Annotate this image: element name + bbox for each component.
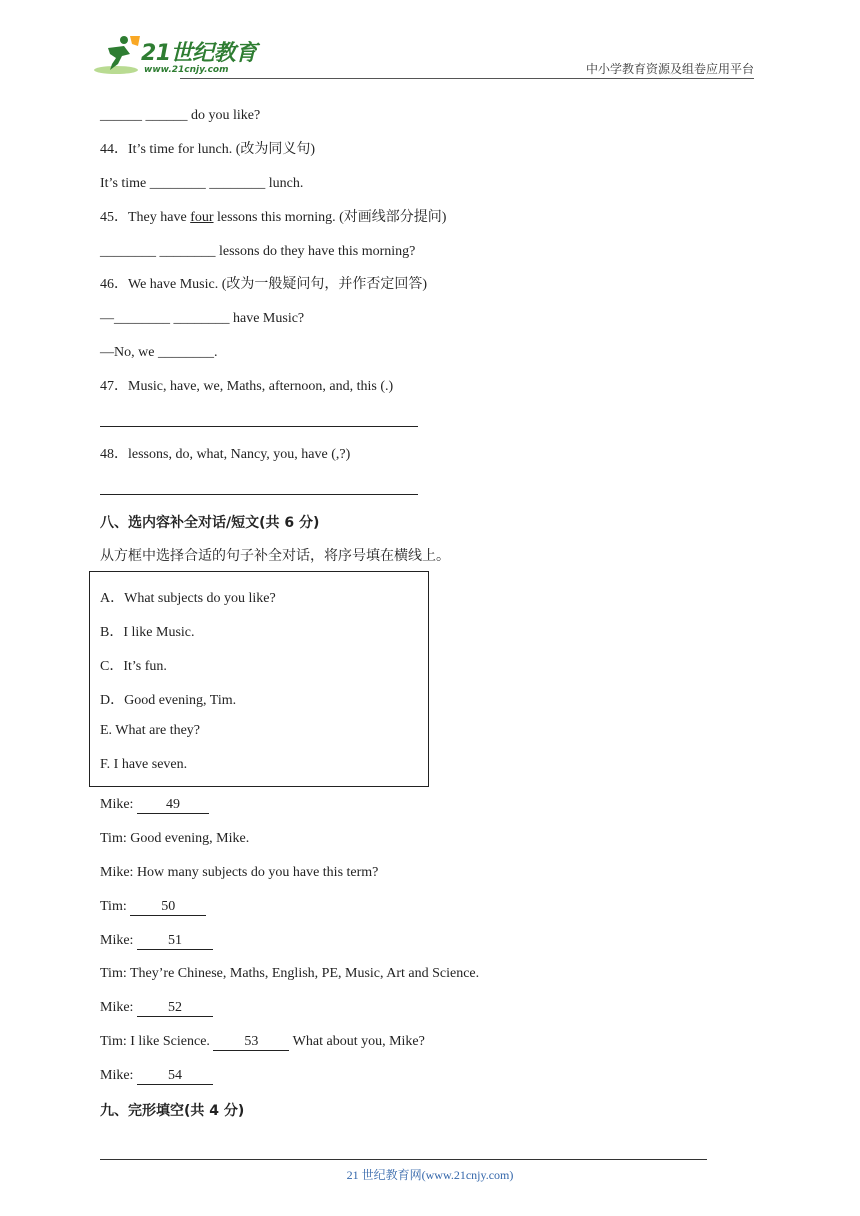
dialogue-line-49	[100, 796, 209, 814]
q43-blank-1[interactable]: ______	[100, 108, 142, 123]
q44-text: It’s time for lunch. (改为同义句)	[128, 142, 316, 157]
q44-blank-2[interactable]: ________	[209, 176, 266, 191]
q48-answer-line[interactable]	[100, 494, 418, 495]
q45-pre: They have	[128, 210, 191, 225]
q46-line2-post: .	[213, 345, 218, 360]
q43-blank-2[interactable]: ______	[145, 108, 188, 123]
q46-answer-line-2	[100, 344, 217, 362]
dialogue-speaker: Mike:	[100, 1068, 137, 1083]
q46-text: We have Music. (改为一般疑问句，并作否定回答)	[128, 277, 428, 292]
q45-blank-2[interactable]: ________	[159, 244, 216, 259]
q45-answer-post: lessons do they have this morning?	[215, 244, 416, 259]
header-slogan: 中小学教育资源及组卷应用平台	[585, 62, 754, 76]
q45-blank-1[interactable]: ________	[100, 244, 156, 259]
dialogue-line	[100, 965, 479, 983]
dialogue-line-53	[100, 1033, 425, 1051]
dialogue-speaker: Tim:	[100, 899, 131, 914]
q45-prompt	[100, 209, 446, 227]
q46-dash: —	[100, 311, 114, 326]
dialogue-speaker: Mike:	[100, 933, 137, 948]
option-b: B．I like Music.	[100, 625, 195, 640]
q48-number: 48．	[100, 447, 128, 462]
q46-line1-post: have Music?	[229, 311, 305, 326]
site-logo[interactable]	[94, 34, 264, 78]
q46-blank-1[interactable]: ________	[114, 311, 170, 326]
header-divider	[180, 78, 754, 79]
q47-text: Music, have, we, Maths, afternoon, and, this (.)	[128, 379, 394, 394]
dialogue-line-51	[100, 932, 213, 950]
option-e: E. What are they?	[100, 723, 201, 738]
footer-divider	[100, 1159, 707, 1160]
option-f: F. I have seven.	[100, 757, 188, 772]
dialogue-speaker: Mike:	[100, 797, 137, 812]
q45-post: lessons this morning. (对画线部分提问)	[213, 210, 447, 225]
q44-prompt	[100, 141, 315, 159]
dialogue-text: Tim: Good evening, Mike.	[100, 831, 250, 846]
option-d: D．Good evening, Tim.	[100, 693, 237, 708]
q44-answer-pre: It’s time	[100, 176, 150, 191]
blank-53[interactable]: 53	[213, 1034, 289, 1051]
blank-54[interactable]: 54	[137, 1068, 213, 1085]
q45-underlined-word: four	[190, 210, 214, 225]
dialogue-speaker: Mike:	[100, 1000, 137, 1015]
q48-prompt	[100, 446, 350, 464]
blank-51[interactable]: 51	[137, 933, 213, 950]
section-8-title: 八、选内容补全对话/短文(共 6 分)	[100, 515, 320, 531]
section-9-title: 九、完形填空(共 4 分)	[100, 1103, 245, 1119]
dialogue-line-52	[100, 999, 213, 1017]
q46-answer-line-1	[100, 310, 304, 328]
dialogue-text: Mike: How many subjects do you have this term?	[100, 865, 379, 880]
q48-text: lessons, do, what, Nancy, you, have (,?)	[128, 447, 351, 462]
section-8-instruction: 从方框中选择合适的句子补全对话，将序号填在横线上。	[100, 548, 450, 564]
logo-text: 21世纪教育	[141, 41, 257, 66]
q45-answer-line	[100, 243, 415, 261]
q43-answer-line	[100, 107, 260, 125]
q47-number: 47．	[100, 379, 128, 394]
options-box	[89, 571, 429, 787]
q43-text: do you like?	[187, 108, 261, 123]
logo-url: www.21cnjy.com	[144, 65, 229, 75]
q44-blank-1[interactable]: ________	[149, 176, 206, 191]
q47-answer-line[interactable]	[100, 426, 418, 427]
dialogue-text: Tim: I like Science.	[100, 1034, 214, 1049]
q46-blank-2[interactable]: ________	[173, 311, 230, 326]
blank-49[interactable]: 49	[137, 797, 209, 814]
q46-prompt	[100, 276, 427, 294]
blank-50[interactable]: 50	[130, 899, 206, 916]
footer-link[interactable]: 21 世纪教育网(www.21cnjy.com)	[346, 1168, 514, 1182]
q44-answer-post: lunch.	[265, 176, 304, 191]
q46-number: 46．	[100, 277, 128, 292]
q45-number: 45．	[100, 210, 128, 225]
dialogue-line	[100, 830, 249, 848]
q46-line2-pre: —No, we	[100, 345, 158, 360]
option-c: C．It’s fun.	[100, 659, 167, 674]
dialogue-line-50	[100, 898, 206, 916]
blank-52[interactable]: 52	[137, 1000, 213, 1017]
dialogue-line-54	[100, 1067, 213, 1085]
dialogue-text-post: What about you, Mike?	[289, 1034, 425, 1049]
page-header	[0, 0, 860, 80]
q44-number: 44．	[100, 142, 128, 157]
q46-blank-3[interactable]: ________	[157, 345, 214, 360]
q44-answer-line	[100, 175, 303, 193]
runner-logo-icon	[94, 34, 144, 76]
q47-prompt	[100, 378, 393, 396]
option-a: A．What subjects do you like?	[100, 591, 276, 606]
dialogue-text: Tim: They’re Chinese, Maths, English, PE, Music, Art and Science.	[100, 966, 480, 981]
dialogue-line	[100, 864, 378, 882]
